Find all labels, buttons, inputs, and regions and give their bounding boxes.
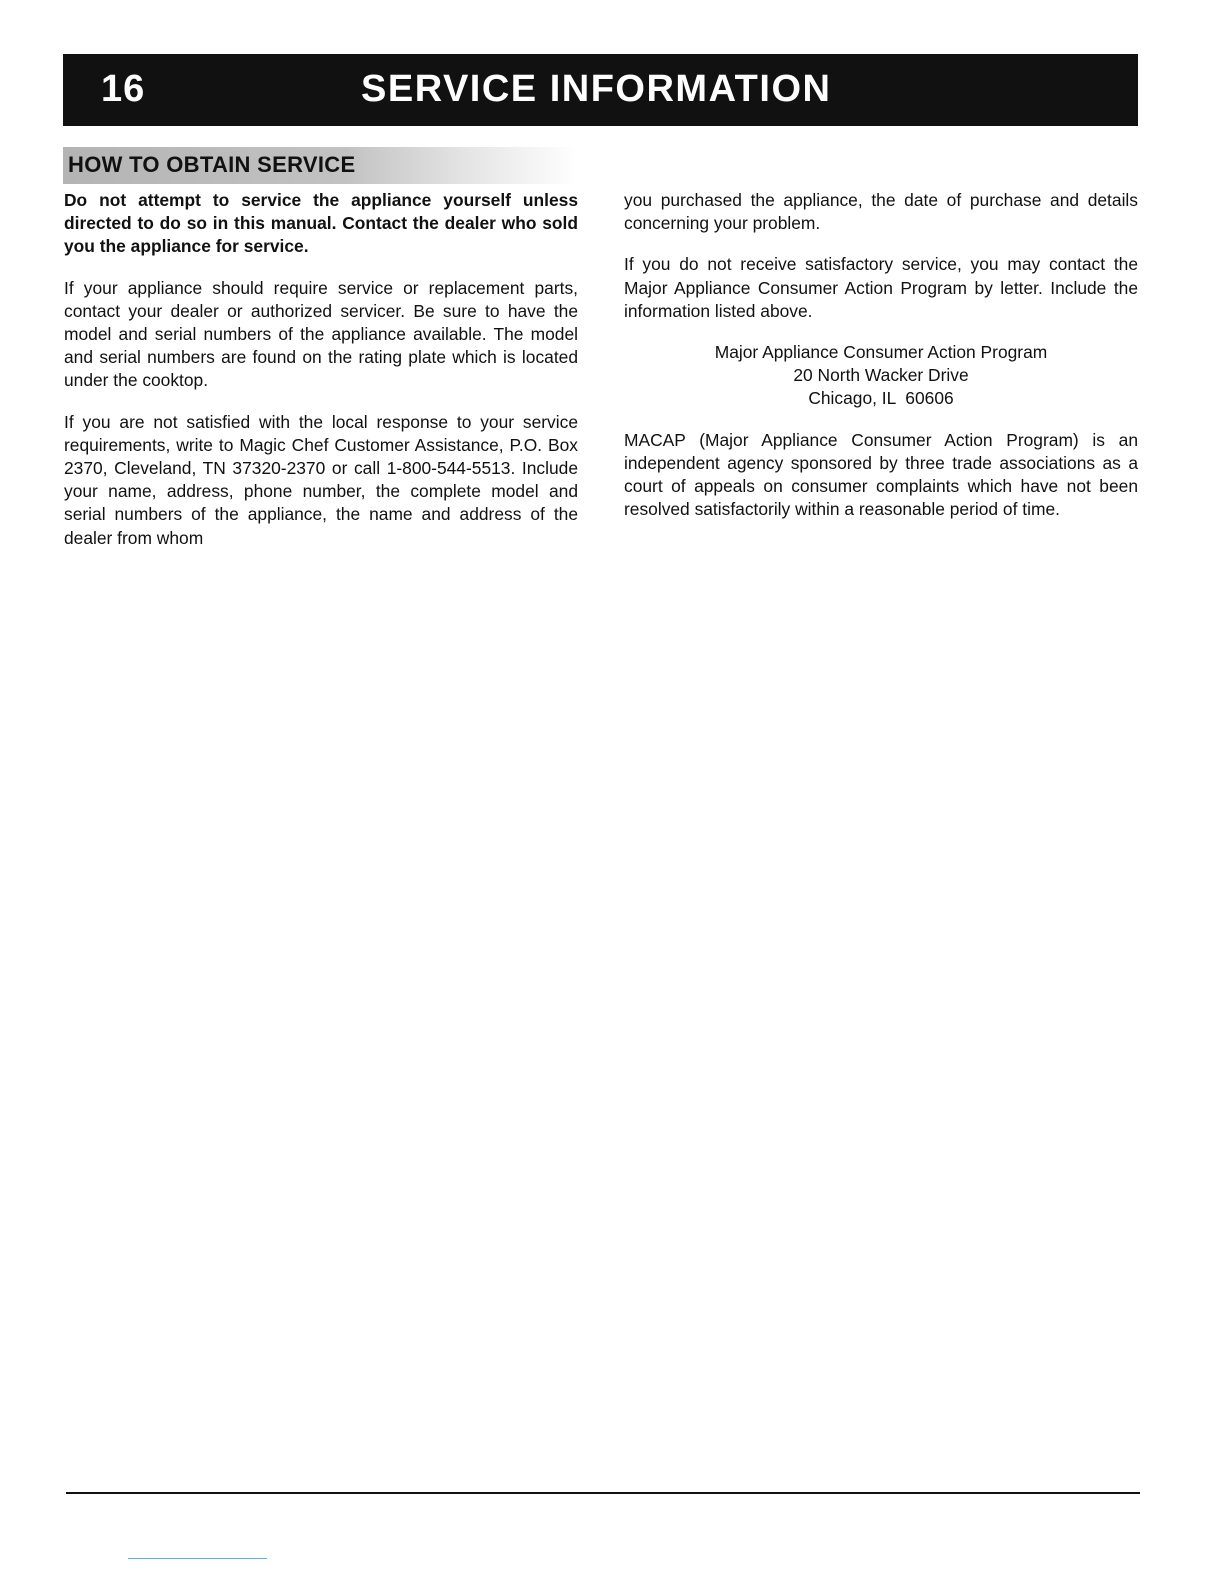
address-line-2: 20 North Wacker Drive: [793, 365, 969, 386]
footer-accent-line: [128, 1558, 267, 1559]
macap-address: [624, 341, 1138, 411]
page-title: SERVICE INFORMATION: [361, 68, 832, 110]
service-paragraph: If your appliance should require service or replacement parts, contact your dealer or authorized servicer. Be sure to have the model and serial numbers of the appliance available. The model and serial numbers are found on the rating plate which is located under the cooktop.: [64, 277, 578, 391]
warning-paragraph: Do not attempt to service the appliance yourself unless directed to do so in this manual. Contact the dealer who sold you the appliance for service.: [64, 190, 578, 257]
right-column: [624, 189, 1138, 521]
left-column: [64, 189, 578, 550]
macap-description-paragraph: MACAP (Major Appliance Consumer Action Program) is an independent agency sponsored by three trade associations as a court of appeals on consumer complaints which have not been resolved satisfactorily within a reasonable period of time.: [624, 429, 1138, 520]
section-heading-text: HOW TO OBTAIN SERVICE: [68, 152, 356, 177]
address-line-3: Chicago, IL 60606: [808, 388, 954, 409]
section-heading: [63, 147, 578, 184]
page-number: 16: [101, 68, 146, 110]
purchase-details-paragraph: you purchased the appliance, the date of purchase and details concerning your problem.: [624, 190, 1138, 234]
macap-contact-paragraph: If you do not receive satisfactory service, you may contact the Major Appliance Consumer Action Program by letter. Include the information listed above.: [624, 254, 1138, 321]
footer-rule: [66, 1492, 1140, 1494]
page-header: [63, 54, 1138, 126]
assistance-paragraph: If you are not satisfied with the local response to your service requirements, write to Magic Chef Customer Assistance, P.O. Box 2370, Cleveland, TN 37320-2370 or call 1-800-544-5513. Include your name, address, phone number, the complete model and serial numbers of the appliance, the name and address of the dealer from whom: [64, 411, 578, 548]
address-line-1: Major Appliance Consumer Action Program: [714, 342, 1048, 363]
